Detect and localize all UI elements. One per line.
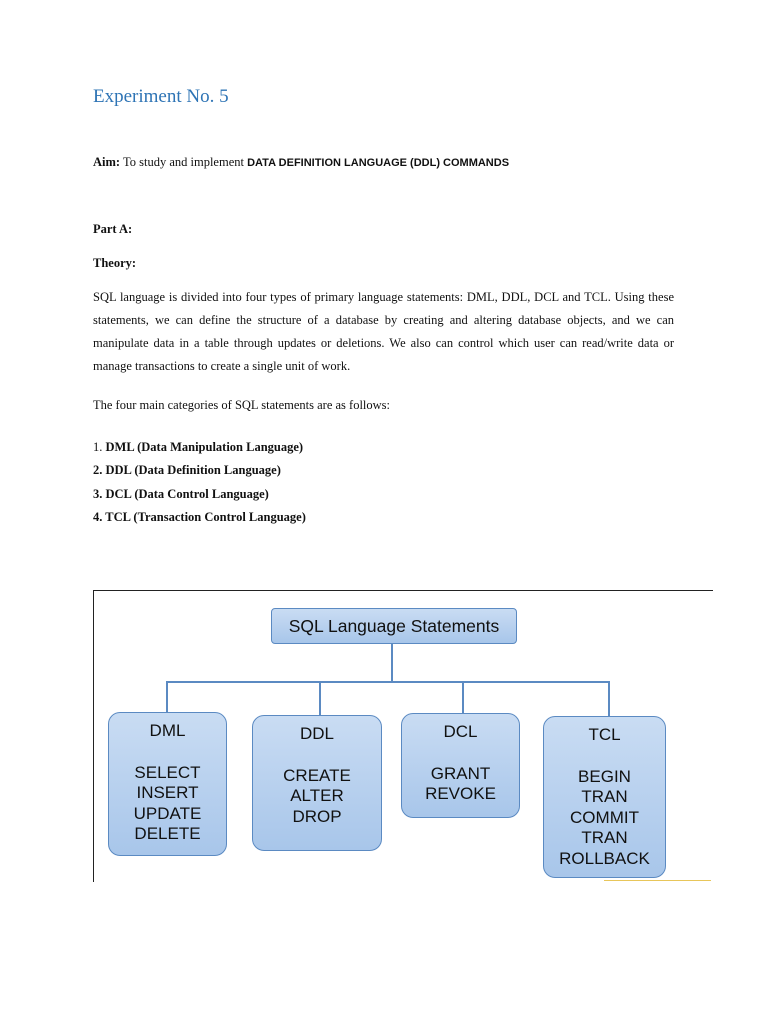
node-item: ROLLBACK <box>559 848 650 868</box>
connector-dml <box>166 681 168 712</box>
connector-bar <box>166 681 609 683</box>
sql-statements-diagram <box>93 590 713 882</box>
node-item: INSERT <box>136 783 199 802</box>
connector-trunk <box>391 644 393 681</box>
categories-list <box>93 437 306 530</box>
categories-intro: The four main categories of SQL statements are as follows: <box>93 398 391 412</box>
node-heading: TCL <box>588 725 621 744</box>
list-item-number: 3. <box>93 486 103 501</box>
node-tcl <box>543 716 666 878</box>
aim-command: DATA DEFINITION LANGUAGE (DDL) COMMANDS <box>247 157 510 169</box>
node-dml <box>108 712 227 856</box>
decorative-rule <box>604 880 711 881</box>
node-item: DELETE <box>134 824 201 843</box>
node-item: ALTER <box>290 786 344 805</box>
list-item-number: 4. <box>93 509 103 524</box>
node-item: BEGIN <box>578 766 631 786</box>
list-item-text: TCL (Transaction Control Language) <box>105 509 306 524</box>
list-item-number: 1. <box>93 440 103 454</box>
experiment-title: Experiment No. 5 <box>93 86 229 107</box>
part-heading: Part A: <box>93 222 133 236</box>
node-item: DROP <box>292 806 342 826</box>
node-item: SELECT <box>134 762 201 782</box>
list-item-text: DML (Data Manipulation Language) <box>105 440 304 454</box>
connector-dcl <box>462 681 464 713</box>
aim-label: Aim: <box>93 155 121 169</box>
connector-ddl <box>319 681 321 715</box>
node-heading: DCL <box>443 722 478 741</box>
node-item: TRAN <box>581 828 628 847</box>
list-item-text: DDL (Data Definition Language) <box>105 463 281 478</box>
list-item <box>93 460 306 483</box>
list-item-text: DCL (Data Control Language) <box>105 486 269 501</box>
node-item: REVOKE <box>425 784 496 803</box>
list-item <box>93 437 306 460</box>
node-item: CREATE <box>283 765 351 785</box>
node-ddl <box>252 715 382 851</box>
list-item-number: 2. <box>93 463 103 478</box>
node-heading: DML <box>149 721 186 740</box>
node-item: GRANT <box>430 763 491 783</box>
node-item: UPDATE <box>133 803 202 823</box>
list-item <box>93 484 306 507</box>
aim-text: To study and implement <box>122 155 244 169</box>
connector-tcl <box>608 681 610 716</box>
root-node: SQL Language Statements <box>271 608 517 644</box>
node-dcl <box>401 713 520 818</box>
theory-paragraph: SQL language is divided into four types of primary language statements: DML, DDL, DCL and TCL. Using these statements, we can define the structure of a database by creating and altering database objects, and we can manipulate data in a table through updates or deletions. We also can control which user can read/write data or manage transactions to create a single unit of work. <box>93 290 674 373</box>
list-item <box>93 507 306 530</box>
node-item: TRAN <box>581 787 628 806</box>
node-heading: DDL <box>299 724 334 743</box>
aim-line <box>93 155 509 170</box>
theory-heading: Theory: <box>93 256 137 270</box>
node-item: COMMIT <box>570 807 639 827</box>
